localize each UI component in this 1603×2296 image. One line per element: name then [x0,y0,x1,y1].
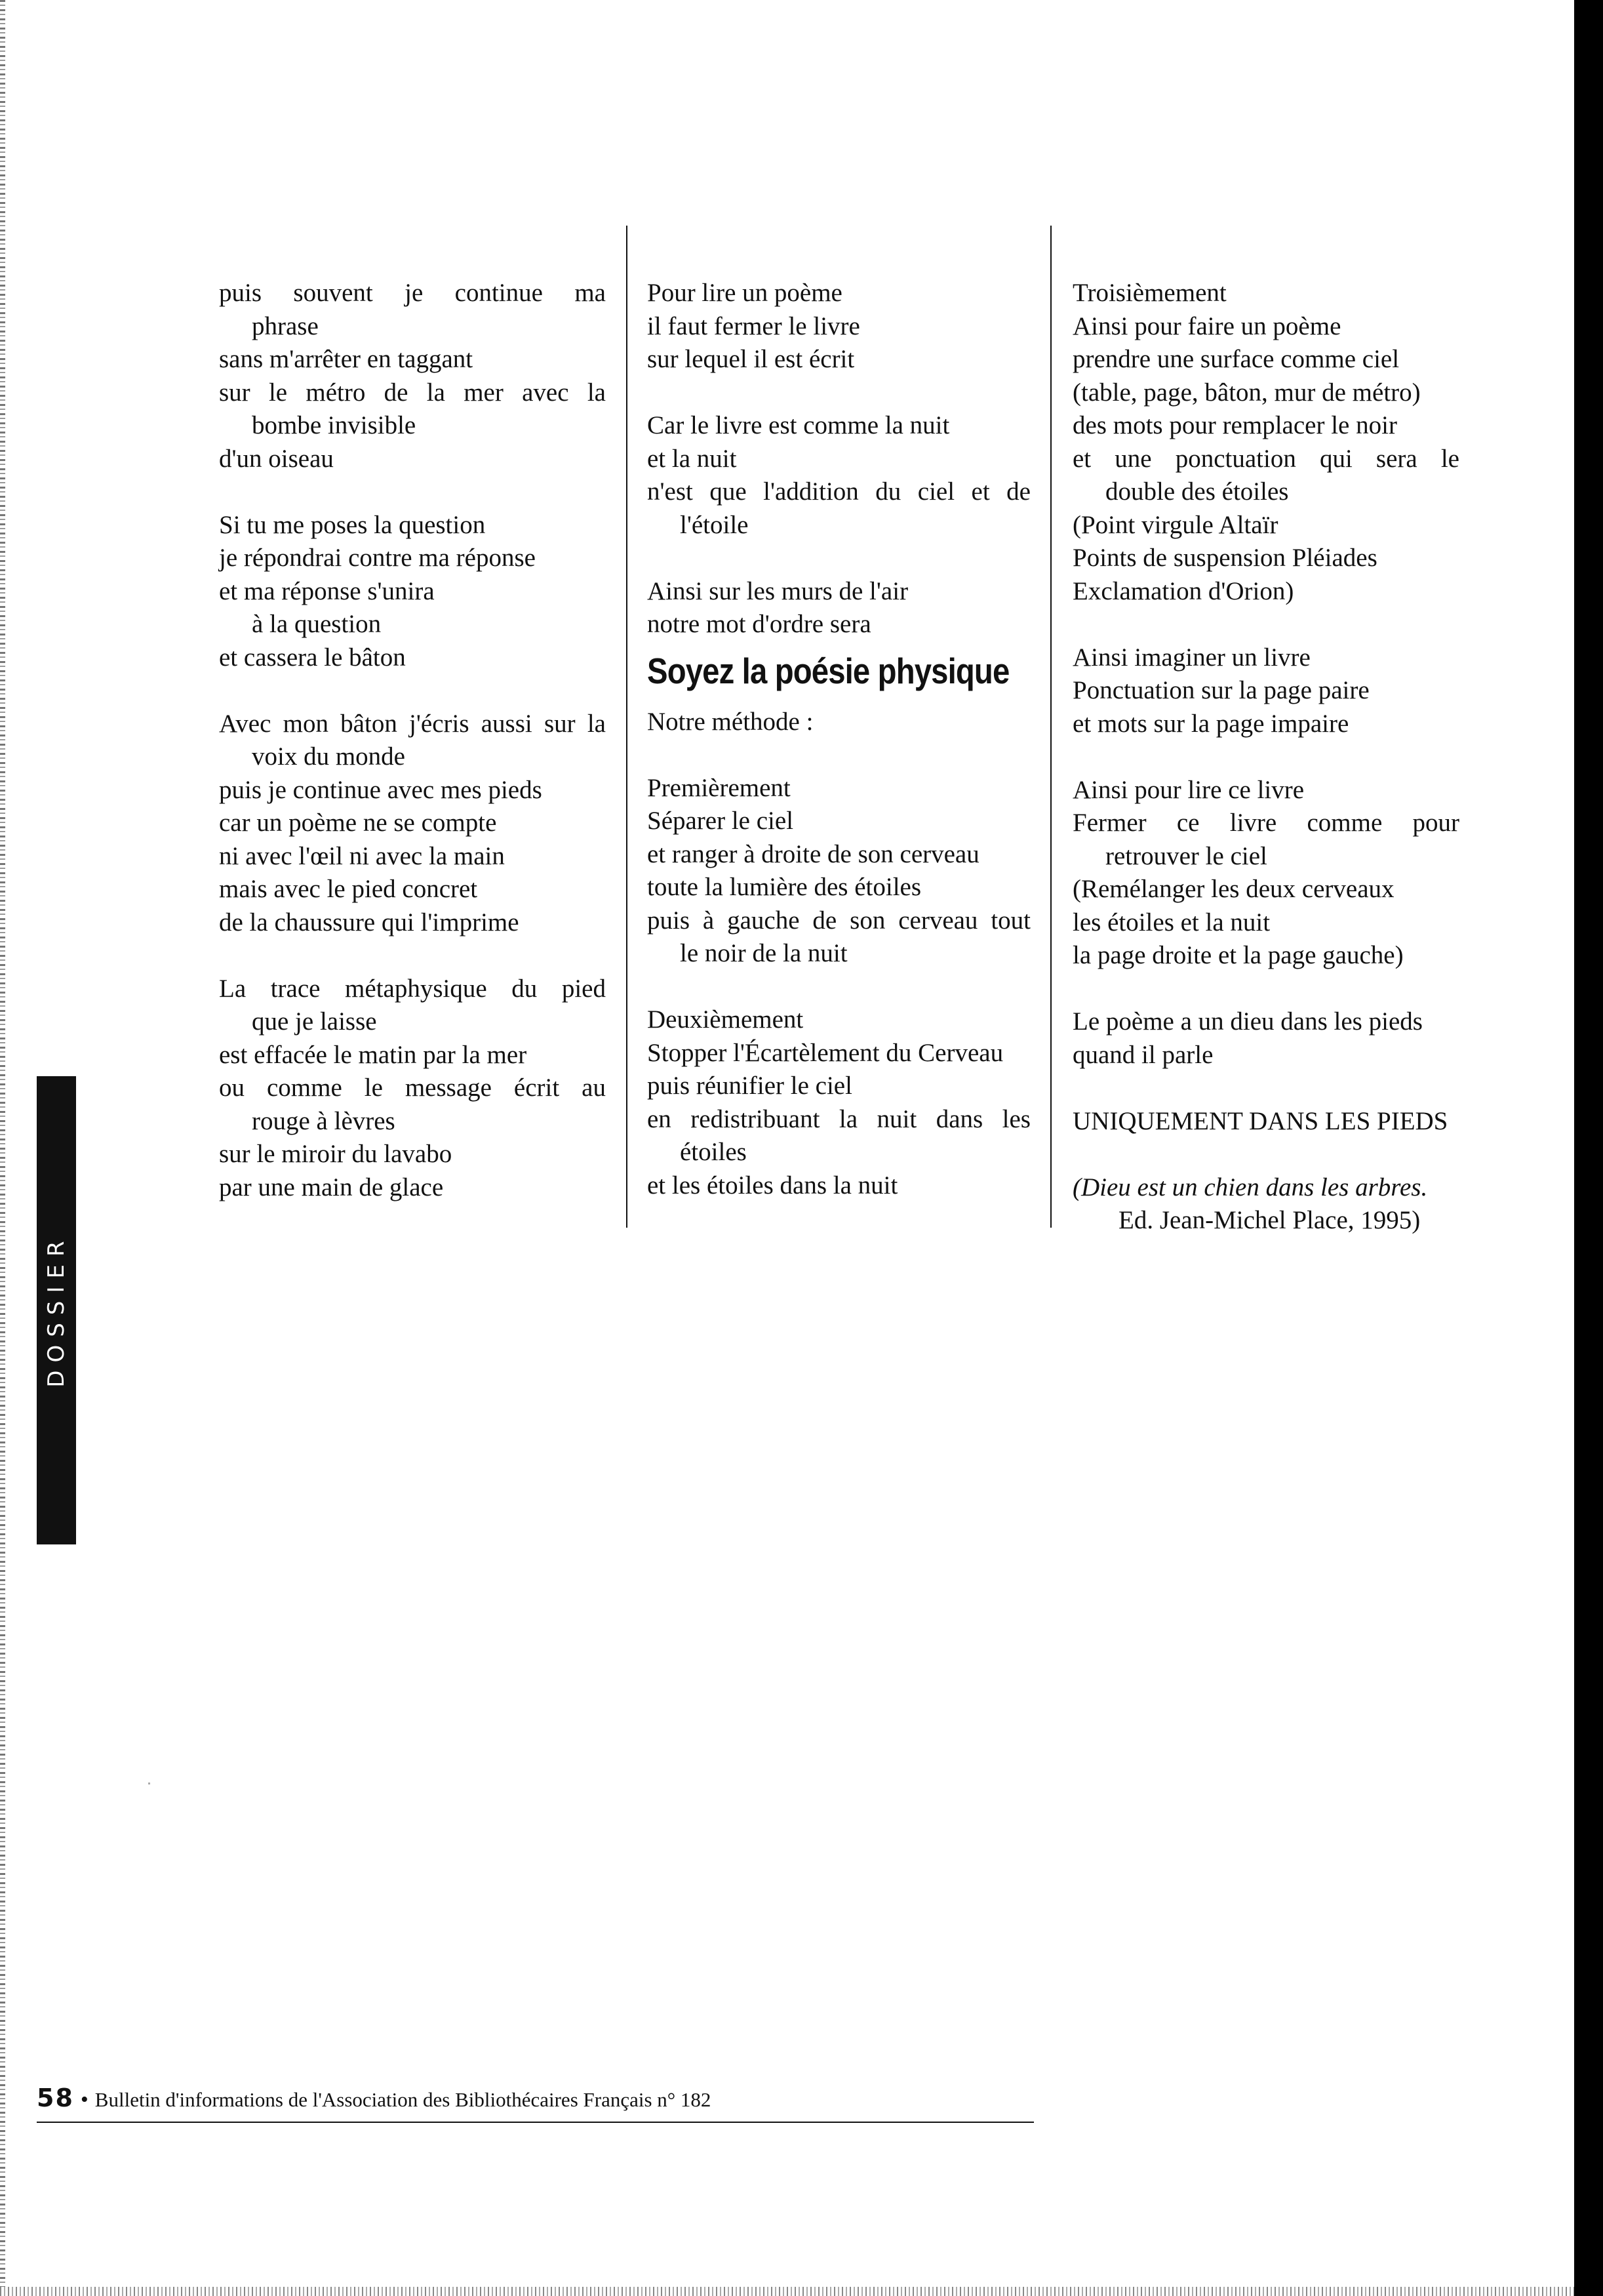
poem-line: La trace métaphysique du pied [219,974,606,1003]
poem-line: le noir de la nuit [680,939,848,967]
scan-edge-right [1574,0,1603,2296]
dossier-side-tab [37,1076,76,1544]
poem-line: de la chaussure qui l'imprime [219,908,519,937]
stanza-break [219,939,606,973]
poem-line: sur le miroir du lavabo [219,1140,452,1168]
poem-line: et la nuit [647,444,737,473]
column-divider-2 [1050,226,1052,1228]
poem-line: Stopper l'Écartèlement du Cerveau [647,1038,1004,1067]
scan-edge-bottom [0,2287,1574,2296]
footer-bullet: • [80,2087,89,2112]
poem-line: est effacée le matin par la mer [219,1040,527,1069]
poem-line: sans m'arrêter en taggant [219,345,473,373]
section-heading: Soyez la poésie physique [647,650,1010,691]
poem-line: et mots sur la page impaire [1073,709,1349,738]
poem-line: étoiles [680,1138,747,1166]
poem-line: puis je continue avec mes pieds [219,775,542,804]
page-footer [37,2084,711,2112]
poem-line: sur le métro de la mer avec la [219,378,606,407]
poem-line: phrase [252,312,319,340]
poem-column-2 [647,277,1031,1202]
poem-line: puis à gauche de son cerveau tout [647,906,1031,935]
poem-line: Ainsi imaginer un livre [1073,643,1311,672]
poem-line: Premièrement [647,773,791,802]
poem-line: Le poème a un dieu dans les pieds [1073,1007,1423,1036]
poem-line: et cassera le bâton [219,643,406,672]
poem-line: n'est que l'addition du ciel et de [647,477,1031,506]
poem-line: rouge à lèvres [252,1106,395,1135]
poem-line: puis souvent je continue ma [219,279,606,307]
poem-line: Notre méthode : [647,707,814,736]
poem-line: d'un oiseau [219,444,334,473]
poem-line: Troisièmement [1073,279,1227,307]
stanza-break [1073,973,1459,1006]
dossier-label: DOSSIER [43,1233,69,1388]
poem-line: que je laisse [252,1007,377,1036]
poem-line: il faut fermer le livre [647,312,860,340]
scan-edge-left [0,0,5,2296]
footer-publication: Bulletin d'informations de l'Association des Bibliothécaires Français n° 182 [94,2088,711,2111]
column-divider-1 [626,226,627,1228]
poem-line: en redistribuant la nuit dans les [647,1104,1031,1133]
poem-line: Ponctuation sur la page paire [1073,676,1370,704]
poem-line: des mots pour remplacer le noir [1073,411,1397,439]
poem-line: puis réunifier le ciel [647,1072,852,1100]
poem-line: prendre une surface comme ciel [1073,345,1400,373]
stanza-break [219,475,606,509]
poem-line: par une main de glace [219,1173,444,1201]
poem-column-1 [219,277,606,1204]
poem-line: la page droite et la page gauche) [1073,941,1404,969]
page-number: 58 [37,2084,74,2112]
poem-line: l'étoile [680,510,749,539]
poem-line: ni avec l'œil ni avec la main [219,841,505,870]
poem-line: (Remélanger les deux cerveaux [1073,875,1395,903]
stanza-break [1073,740,1459,774]
poem-line: Car le livre est comme la nuit [647,411,950,439]
poem-line: je répondrai contre ma réponse [219,544,536,572]
poem-line: Si tu me poses la question [219,510,486,539]
poem-line: (Point virgule Altaïr [1073,510,1278,539]
poem-line: Ainsi pour lire ce livre [1073,775,1305,804]
stanza-break [219,674,606,708]
poem-line: (table, page, bâton, mur de métro) [1073,378,1421,407]
citation-publisher: Ed. Jean-Michel Place, 1995) [1118,1206,1421,1234]
stanza-break [1073,1072,1459,1105]
poem-line: quand il parle [1073,1040,1214,1069]
poem-line: car un poème ne se compte [219,809,497,837]
poem-line: retrouver le ciel [1105,841,1267,870]
poem-line: Ainsi sur les murs de l'air [647,576,909,605]
poem-line: Deuxièmement [647,1005,804,1034]
poem-line: mais avec le pied concret [219,875,478,903]
poem-line: sur lequel il est écrit [647,345,855,373]
stanza-break [1073,608,1459,641]
poem-line: notre mot d'ordre sera [647,610,871,638]
poem-line: les étoiles et la nuit [1073,908,1271,937]
poem-line: Points de suspension Pléiades [1073,544,1377,572]
stanza-break [647,376,1031,410]
poem-line: Fermer ce livre comme pour [1073,809,1459,837]
stanza-break [1073,1138,1459,1171]
poem-line: et une ponctuation qui sera le [1073,444,1459,473]
poem-line: et ma réponse s'unira [219,576,435,605]
poem-line: bombe invisible [252,411,416,439]
poem-line: Séparer le ciel [647,807,794,835]
stanza-break [647,971,1031,1004]
poem-line: Exclamation d'Orion) [1073,576,1294,605]
citation-title: (Dieu est un chien dans les arbres. [1073,1173,1428,1201]
poem-line: ou comme le message écrit au [219,1074,606,1102]
stanza-break [647,542,1031,575]
poem-line: Pour lire un poème [647,279,842,307]
poem-line: et ranger à droite de son cerveau [647,839,980,868]
poem-column-3 [1073,277,1459,1238]
poem-line: voix du monde [252,742,405,771]
scan-speck [148,1782,150,1784]
footer-rule [37,2122,1034,2123]
poem-line: à la question [252,610,382,638]
stanza-break [647,738,1031,772]
poem-line: Avec mon bâton j'écris aussi sur la [219,709,606,738]
poem-line: et les étoiles dans la nuit [647,1171,898,1199]
poem-line: Ainsi pour faire un poème [1073,312,1341,340]
poem-line: UNIQUEMENT DANS LES PIEDS [1073,1106,1448,1135]
poem-line: toute la lumière des étoiles [647,873,922,901]
poem-line: double des étoiles [1105,477,1289,506]
